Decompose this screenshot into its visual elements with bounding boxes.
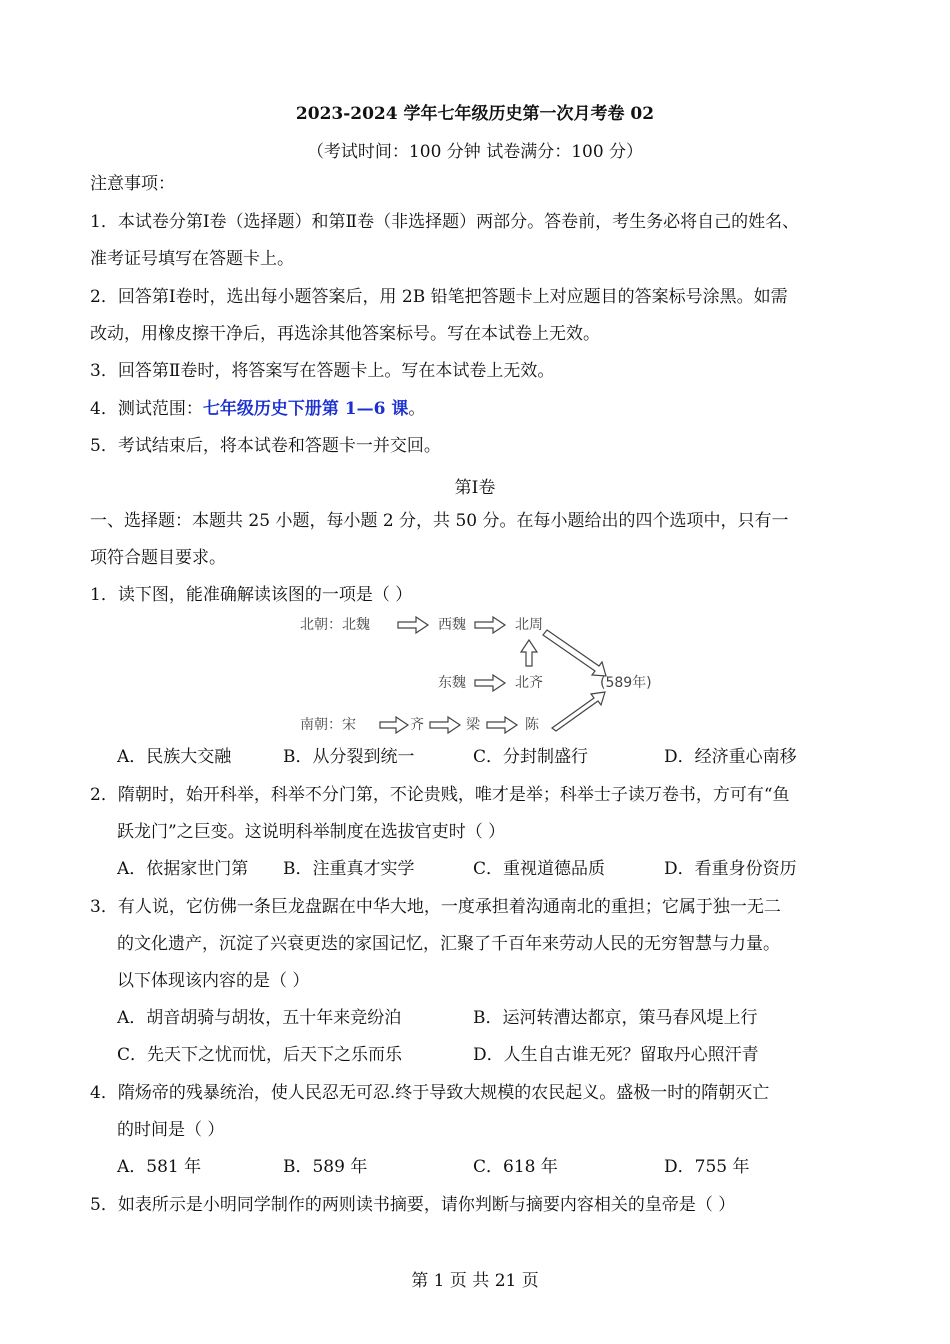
arrow-up-icon [521,640,537,666]
range-suffix: 。 [408,399,426,419]
notice-item: 1．本试卷分第Ⅰ卷（选择题）和第Ⅱ卷（非选择题）两部分。答卷前，考生务必将自己的姓名、 [90,212,800,232]
option-d[interactable]: D．755 年 [664,1157,750,1177]
section-intro: 一、选择题：本题共 25 小题，每小题 2 分，共 50 分。在每小题给出的四个选项中，只有一 [90,511,789,531]
question-stem: 跃龙门”之巨变。这说明科举制度在选拔官吏时（ ） [117,822,506,842]
option-c[interactable]: C．分封制盛行 [473,747,589,767]
notice-item: 改动，用橡皮擦干净后，再选涂其他答案标号。写在本试卷上无效。 [90,324,600,344]
option-a[interactable]: A．581 年 [117,1157,202,1177]
diagram-north-zhou: 北周 [515,617,543,633]
diagram-north-qi: 北齐 [515,675,543,691]
option-a[interactable]: A．依据家世门第 [117,859,249,879]
diagram-chen: 陈 [525,717,539,733]
arrow-right-icon [380,717,408,733]
option-b[interactable]: B．589 年 [283,1157,368,1177]
option-b[interactable]: B．注重真才实学 [283,859,415,879]
question-stem: 2．隋朝时，始开科举，科举不分门第，不论贵贱，唯才是举；科举士子读万卷书，方可有“鱼 [90,785,790,805]
diagram-east-wei: 东魏 [438,675,466,691]
question-stem: 1．读下图，能准确解读该图的一项是（ ） [90,585,413,605]
dynasty-diagram [290,610,670,740]
arrow-right-icon [398,617,428,633]
option-d[interactable]: D．人生自古谁无死？留取丹心照汗青 [473,1045,759,1065]
option-b[interactable]: B．运河转漕达都京，策马春风堤上行 [473,1008,758,1028]
notice-item: 3．回答第Ⅱ卷时，将答案写在答题卡上。写在本试卷上无效。 [90,361,555,381]
option-c[interactable]: C．先天下之忧而忧，后天下之乐而乐 [117,1045,403,1065]
diagram-year: (589年) [600,675,652,691]
notice-item: 2．回答第Ⅰ卷时，选出每小题答案后，用 2B 铅笔把答题卡上对应题目的答案标号涂黑。如需 [90,287,788,307]
question-stem: 5．如表所示是小明同学制作的两则读书摘要，请你判断与摘要内容相关的皇帝是（ ） [90,1195,736,1215]
diagram-qi: 齐 [410,717,424,733]
section-intro: 项符合题目要求。 [90,548,226,568]
arrow-right-icon [475,617,505,633]
arrow-diagonal-up-icon [552,692,605,731]
diagram-south-label: 南朝：宋 [300,717,356,733]
exam-info: （考试时间：100 分钟 试卷满分：100 分） [306,142,644,162]
option-a[interactable]: A．民族大交融 [117,747,232,767]
page-title: 2023-2024 学年七年级历史第一次月考卷 02 [295,104,655,124]
option-c[interactable]: C．618 年 [473,1157,558,1177]
option-c[interactable]: C．重视道德品质 [473,859,606,879]
option-a[interactable]: A．胡音胡骑与胡妆，五十年来竞纷泊 [117,1008,402,1028]
question-stem: 的文化遗产，沉淀了兴衰更迭的家国记忆，汇聚了千百年来劳动人民的无穷智慧与力量。 [117,934,780,954]
arrow-right-icon [430,717,460,733]
arrow-diagonal-down-icon [543,630,606,676]
notice-heading: 注意事项： [90,174,175,194]
page-number: 第 1 页 共 21 页 [411,1271,539,1291]
diagram-north-label: 北朝：北魏 [300,617,370,633]
question-stem: 的时间是（ ） [117,1120,225,1140]
range-prefix: 4．测试范围： [90,399,203,419]
question-stem: 以下体现该内容的是（ ） [117,971,310,991]
option-d[interactable]: D．经济重心南移 [664,747,797,767]
notice-item-range [90,399,425,419]
test-range: 七年级历史下册第 1—6 课 [202,399,409,419]
question-stem: 3．有人说，它仿佛一条巨龙盘踞在中华大地，一度承担着沟通南北的重担；它属于独一无二 [90,897,781,917]
section-title: 第Ⅰ卷 [454,478,496,498]
question-stem: 4．隋炀帝的残暴统治，使人民忍无可忍.终于导致大规模的农民起义。盛极一时的隋朝灭亡 [90,1083,770,1103]
diagram-west-wei: 西魏 [438,617,466,633]
arrow-right-icon [475,675,505,691]
diagram-liang: 梁 [466,717,480,733]
arrow-right-icon [487,717,517,733]
option-b[interactable]: B．从分裂到统一 [283,747,415,767]
notice-item: 5．考试结束后，将本试卷和答题卡一并交回。 [90,436,441,456]
notice-item: 准考证号填写在答题卡上。 [90,249,294,269]
option-d[interactable]: D．看重身份资历 [664,859,797,879]
